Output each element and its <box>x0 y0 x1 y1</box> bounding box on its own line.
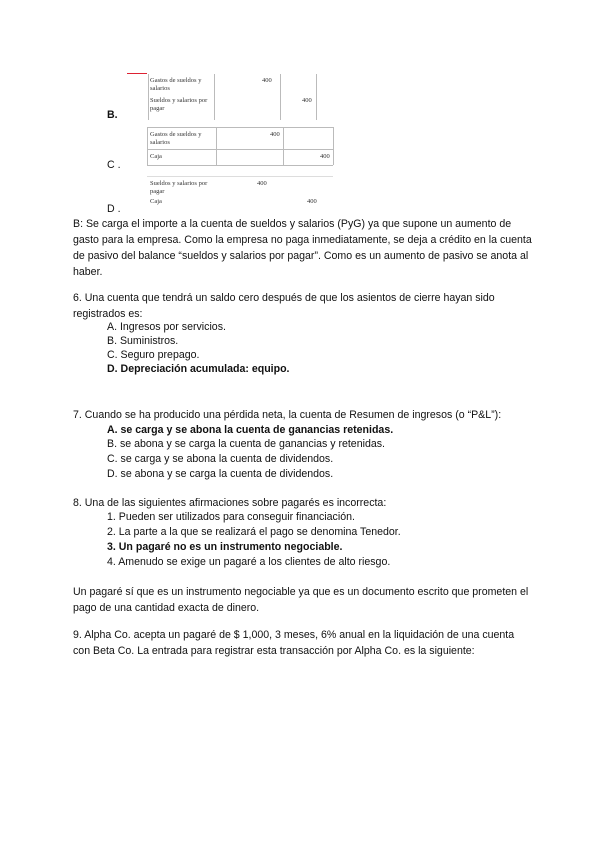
q6-option-b: B. Suministros. <box>107 335 179 347</box>
q6-option-c: C. Seguro prepago. <box>107 349 200 361</box>
ledger-account: Sueldos y salarios por pagar <box>150 180 208 195</box>
question-9: 9. Alpha Co. acepta un pagaré de $ 1,000, 3 meses, 6% anual en la liquidación de una cuenta con Beta Co. La entrada para registrar esta transacción por Alpha Co. es la siguiente: <box>73 629 515 657</box>
ledger-credit: 400 <box>320 153 330 160</box>
explanation-q8: Un pagaré sí que es un instrumento negociable ya que es un documento escrito que prometen el pago de una cantidad exacta de dinero. <box>73 586 529 614</box>
q8-option-1: 1. Pueden ser utilizados para conseguir financiación. <box>107 511 355 523</box>
q7-option-c: C. se carga y se abona la cuenta de dividendos. <box>107 453 334 465</box>
q7-option-a: A. se carga y se abona la cuenta de ganancias retenidas. <box>107 424 394 436</box>
question-6: 6. Una cuenta que tendrá un saldo cero después de que los asientos de cierre hayan sido registrados es: <box>73 292 495 320</box>
option-label: B. <box>107 109 118 121</box>
ledger-account: Gastos de sueldos y salarios <box>150 77 202 92</box>
ledger-debit: 400 <box>270 131 280 138</box>
ledger-debit: 400 <box>262 77 272 84</box>
q7-option-b: B. se abona y se carga la cuenta de ganancias y retenidas. <box>107 438 385 450</box>
ledger-account: Sueldos y salarios por pagar <box>150 97 208 112</box>
red-mark <box>127 73 147 74</box>
ledger-debit: 400 <box>257 180 267 187</box>
ledger-account: Caja <box>150 153 162 160</box>
q8-option-4: 4. Amenudo se exige un pagaré a los clientes de alto riesgo. <box>107 556 391 568</box>
q7-option-d: D. se abona y se carga la cuenta de dividendos. <box>107 468 334 480</box>
question-8: 8. Una de las siguientes afirmaciones sobre pagarés es incorrecta: <box>73 497 387 509</box>
explanation-q5: B: Se carga el importe a la cuenta de sueldos y salarios (PyG) ya que supone un aumento de gasto para la empresa. Como la empresa no paga inmediatamente, se deja a crédito en la cuenta de pasivo del balance “sueldos y salarios por pagar”. Como es un aumento de pasivo se anota al haber. <box>73 218 532 278</box>
ledger-credit: 400 <box>307 198 317 205</box>
ledger-credit: 400 <box>302 97 312 104</box>
q6-option-d: D. Depreciación acumulada: equipo. <box>107 363 290 375</box>
q6-option-a: A. Ingresos por servicios. <box>107 321 226 333</box>
q8-option-2: 2. La parte a la que se realizará el pago se denomina Tenedor. <box>107 526 401 538</box>
ledger-account: Caja <box>150 198 162 205</box>
q8-option-3: 3. Un pagaré no es un instrumento negociable. <box>107 541 343 553</box>
option-label: D . <box>107 203 121 215</box>
option-label: C . <box>107 159 121 171</box>
ledger-account: Gastos de sueldos y salarios <box>150 131 202 146</box>
question-7: 7. Cuando se ha producido una pérdida neta, la cuenta de Resumen de ingresos (o “P&L”): <box>73 409 502 421</box>
